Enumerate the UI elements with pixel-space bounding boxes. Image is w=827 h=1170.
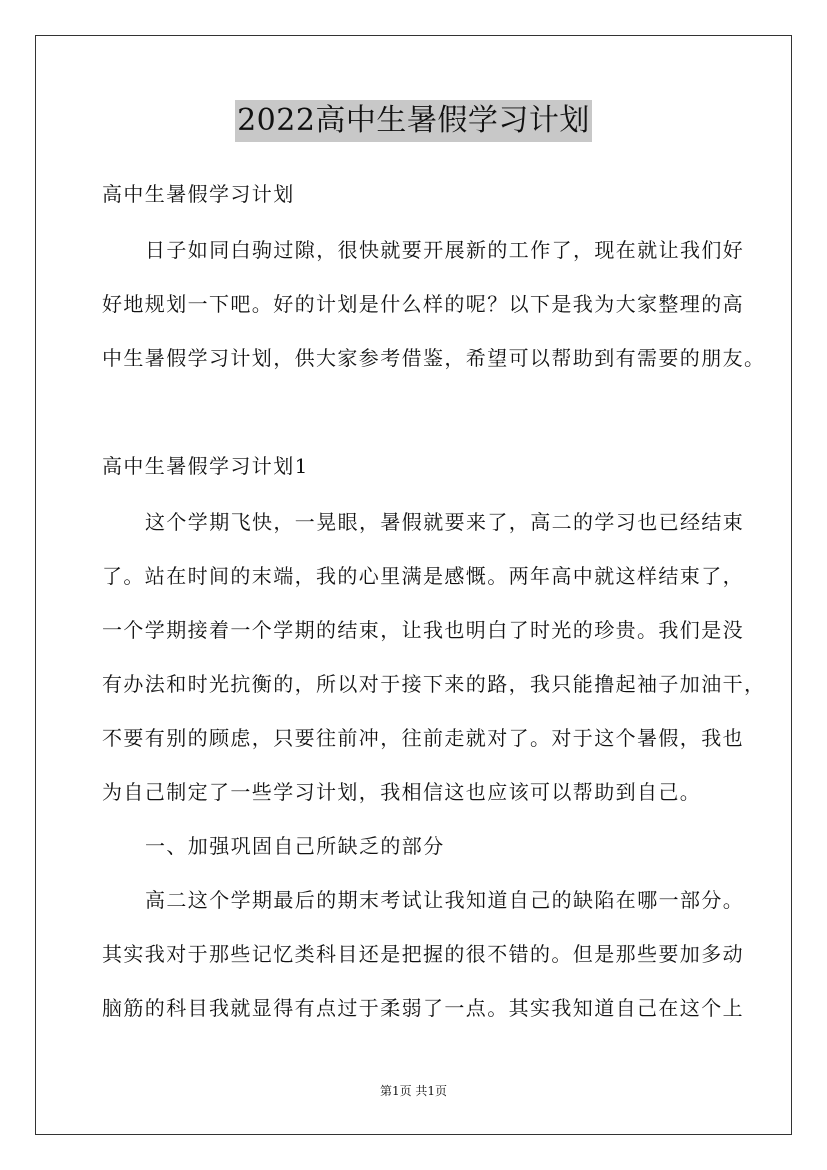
intro-line-3: 中生暑假学习计划，供大家参考借鉴，希望可以帮助到有需要的朋友。 — [102, 346, 766, 370]
para1-line-5: 不要有别的顾虑，只要往前冲，往前走就对了。对于这个暑假，我也 — [102, 726, 744, 750]
intro-line-1: 日子如同白驹过隙，很快就要开展新的工作了，现在就让我们好 — [145, 238, 745, 262]
para2-line-3: 脑筋的科目我就显得有点过于柔弱了一点。其实我知道自己在这个上 — [102, 996, 744, 1020]
para1-line-2: 了。站在时间的末端，我的心里满是感慨。两年高中就这样结束了， — [102, 564, 744, 588]
intro-line-2: 好地规划一下吧。好的计划是什么样的呢？以下是我为大家整理的高 — [102, 292, 744, 316]
section-heading-1: 高中生暑假学习计划1 — [102, 454, 309, 478]
subheading-1: 一、加强巩固自己所缺乏的部分 — [145, 834, 445, 858]
para2-line-2: 其实我对于那些记忆类科目还是把握的很不错的。但是那些要加多动 — [102, 942, 744, 966]
para1-line-6: 为自己制定了一些学习计划，我相信这也应该可以帮助到自己。 — [102, 780, 702, 804]
para1-line-3: 一个学期接着一个学期的结束，让我也明白了时光的珍贵。我们是没 — [102, 618, 744, 642]
title-container — [0, 100, 827, 142]
section-heading: 高中生暑假学习计划 — [102, 182, 295, 206]
para1-line-4: 有办法和时光抗衡的，所以对于接下来的路，我只能撸起袖子加油干， — [102, 672, 766, 696]
document-title: 2022高中生暑假学习计划 — [235, 100, 592, 142]
para1-line-1: 这个学期飞快，一晃眼，暑假就要来了，高二的学习也已经结束 — [145, 510, 745, 534]
page-footer: 第1页 共1页 — [379, 1084, 448, 1098]
para2-line-1: 高二这个学期最后的期末考试让我知道自己的缺陷在哪一部分。 — [145, 888, 745, 912]
